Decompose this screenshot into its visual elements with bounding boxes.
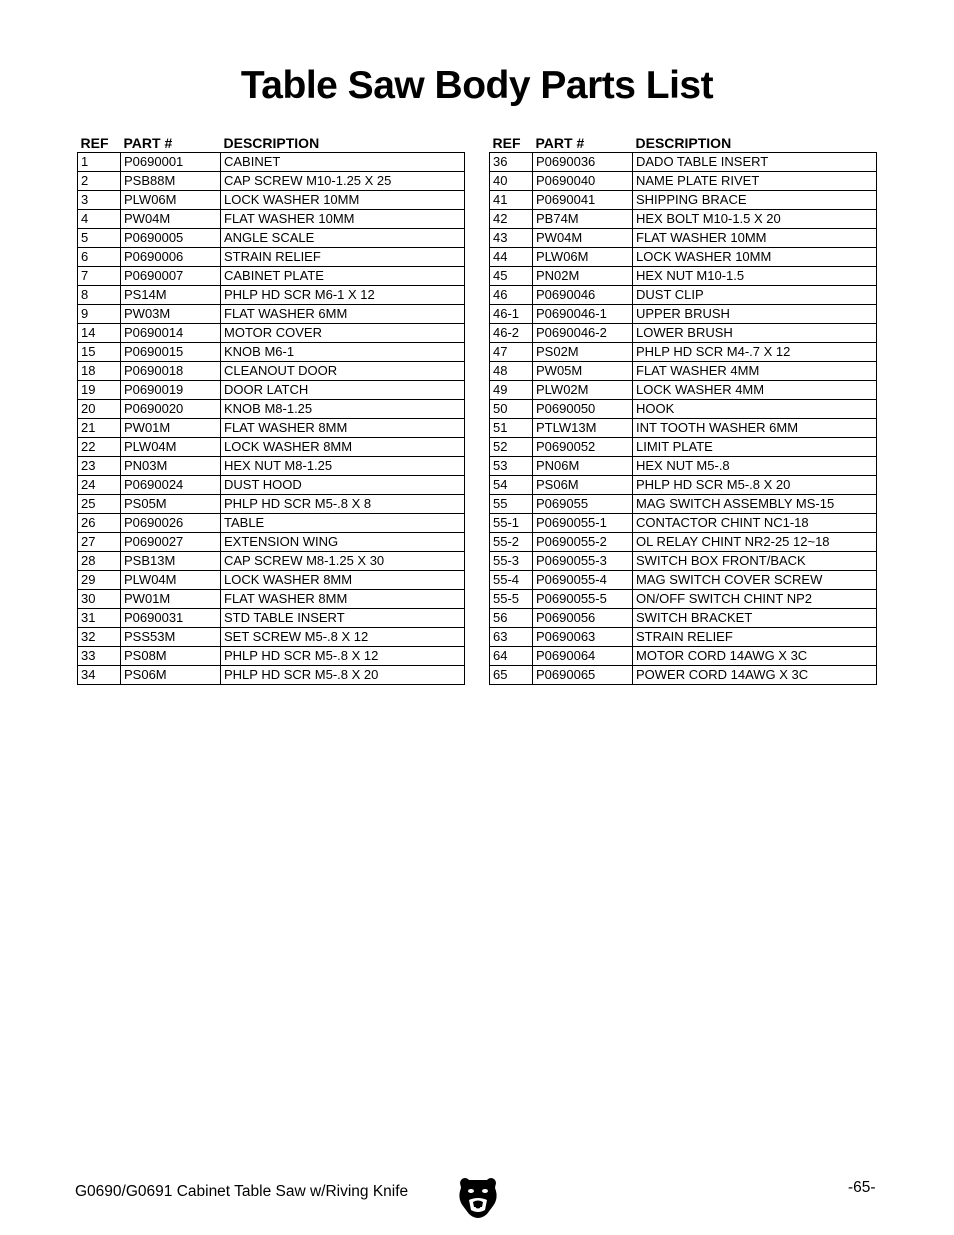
- ref-cell: 22: [78, 438, 121, 457]
- table-row: [490, 153, 877, 172]
- description-cell: SWITCH BRACKET: [633, 609, 877, 628]
- ref-cell: 5: [78, 229, 121, 248]
- description-cell: STRAIN RELIEF: [221, 248, 465, 267]
- description-cell: LOCK WASHER 10MM: [221, 191, 465, 210]
- description-cell: LIMIT PLATE: [633, 438, 877, 457]
- table-row: [78, 419, 465, 438]
- table-row: [490, 495, 877, 514]
- ref-cell: 19: [78, 381, 121, 400]
- description-cell: HEX BOLT M10-1.5 X 20: [633, 210, 877, 229]
- table-row: [78, 552, 465, 571]
- ref-cell: 6: [78, 248, 121, 267]
- part-number-cell: PW01M: [121, 590, 221, 609]
- table-row: [490, 172, 877, 191]
- table-row: [490, 381, 877, 400]
- table-row: [78, 571, 465, 590]
- description-cell: DUST HOOD: [221, 476, 465, 495]
- part-number-cell: P0690055-5: [533, 590, 633, 609]
- ref-cell: 34: [78, 666, 121, 685]
- part-number-cell: PW05M: [533, 362, 633, 381]
- table-row: [78, 533, 465, 552]
- part-number-cell: P0690020: [121, 400, 221, 419]
- part-number-cell: PW01M: [121, 419, 221, 438]
- table-row: [78, 514, 465, 533]
- ref-cell: 27: [78, 533, 121, 552]
- description-cell: LOCK WASHER 4MM: [633, 381, 877, 400]
- table-row: [78, 229, 465, 248]
- part-number-cell: PB74M: [533, 210, 633, 229]
- description-cell: STRAIN RELIEF: [633, 628, 877, 647]
- ref-cell: 45: [490, 267, 533, 286]
- ref-column-header: REF: [492, 135, 521, 151]
- ref-cell: 7: [78, 267, 121, 286]
- description-cell: HEX NUT M8-1.25: [221, 457, 465, 476]
- table-row: [490, 419, 877, 438]
- part-number-cell: PS06M: [533, 476, 633, 495]
- ref-cell: 32: [78, 628, 121, 647]
- part-number-cell: PN03M: [121, 457, 221, 476]
- ref-cell: 33: [78, 647, 121, 666]
- table-row: [78, 400, 465, 419]
- table-row: [78, 305, 465, 324]
- description-cell: MAG SWITCH ASSEMBLY MS-15: [633, 495, 877, 514]
- ref-cell: 36: [490, 153, 533, 172]
- description-cell: LOCK WASHER 8MM: [221, 438, 465, 457]
- ref-cell: 44: [490, 248, 533, 267]
- ref-cell: 55-2: [490, 533, 533, 552]
- table-row: [490, 286, 877, 305]
- part-number-cell: P0690036: [533, 153, 633, 172]
- table-row: [78, 172, 465, 191]
- part-column-header: PART #: [535, 135, 585, 151]
- description-cell: KNOB M6-1: [221, 343, 465, 362]
- table-row: [78, 153, 465, 172]
- table-row: [490, 647, 877, 666]
- page-number: -65-: [848, 1179, 876, 1196]
- table-row: [78, 286, 465, 305]
- description-cell: FLAT WASHER 8MM: [221, 419, 465, 438]
- table-row: [78, 362, 465, 381]
- ref-cell: 30: [78, 590, 121, 609]
- table-row: [490, 666, 877, 685]
- part-number-cell: P0690007: [121, 267, 221, 286]
- part-number-cell: PW04M: [121, 210, 221, 229]
- part-number-cell: PLW04M: [121, 438, 221, 457]
- grizzly-bear-logo-icon: [457, 1174, 499, 1222]
- description-cell: TABLE: [221, 514, 465, 533]
- part-number-cell: P0690064: [533, 647, 633, 666]
- table-row: [78, 343, 465, 362]
- part-number-cell: PTLW13M: [533, 419, 633, 438]
- part-number-cell: P0690046: [533, 286, 633, 305]
- ref-cell: 55-3: [490, 552, 533, 571]
- description-cell: PHLP HD SCR M5-.8 X 20: [221, 666, 465, 685]
- table-row: [490, 267, 877, 286]
- table-row: [78, 438, 465, 457]
- part-number-cell: P0690019: [121, 381, 221, 400]
- parts-table-right: [489, 130, 877, 685]
- description-cell: OL RELAY CHINT NR2-25 12~18: [633, 533, 877, 552]
- description-cell: LOCK WASHER 10MM: [633, 248, 877, 267]
- description-cell: FLAT WASHER 8MM: [221, 590, 465, 609]
- ref-cell: 53: [490, 457, 533, 476]
- table-row: [78, 191, 465, 210]
- footer-model-text: G0690/G0691 Cabinet Table Saw w/Riving Knife: [75, 1183, 409, 1200]
- description-cell: HOOK: [633, 400, 877, 419]
- description-cell: PHLP HD SCR M4-.7 X 12: [633, 343, 877, 362]
- description-cell: UPPER BRUSH: [633, 305, 877, 324]
- ref-column-header: REF: [80, 135, 109, 151]
- description-cell: MOTOR COVER: [221, 324, 465, 343]
- part-number-cell: P0690018: [121, 362, 221, 381]
- part-number-cell: PN02M: [533, 267, 633, 286]
- part-number-cell: PS05M: [121, 495, 221, 514]
- part-number-cell: P0690056: [533, 609, 633, 628]
- description-cell: PHLP HD SCR M5-.8 X 8: [221, 495, 465, 514]
- ref-cell: 29: [78, 571, 121, 590]
- table-row: [78, 210, 465, 229]
- part-number-cell: PSB13M: [121, 552, 221, 571]
- ref-cell: 15: [78, 343, 121, 362]
- ref-cell: 52: [490, 438, 533, 457]
- ref-cell: 31: [78, 609, 121, 628]
- table-row: [78, 666, 465, 685]
- part-number-cell: P0690014: [121, 324, 221, 343]
- description-cell: DOOR LATCH: [221, 381, 465, 400]
- description-cell: FLAT WASHER 10MM: [221, 210, 465, 229]
- ref-cell: 25: [78, 495, 121, 514]
- part-number-cell: PS06M: [121, 666, 221, 685]
- description-cell: HEX NUT M5-.8: [633, 457, 877, 476]
- description-cell: POWER CORD 14AWG X 3C: [633, 666, 877, 685]
- table-row: [490, 476, 877, 495]
- ref-cell: 4: [78, 210, 121, 229]
- table-row: [78, 381, 465, 400]
- description-cell: CABINET: [221, 153, 465, 172]
- ref-cell: 43: [490, 229, 533, 248]
- part-number-cell: P0690055-1: [533, 514, 633, 533]
- part-number-cell: P0690040: [533, 172, 633, 191]
- ref-cell: 56: [490, 609, 533, 628]
- ref-cell: 63: [490, 628, 533, 647]
- parts-table-left: [77, 130, 465, 685]
- table-row: [490, 400, 877, 419]
- table-row: [490, 229, 877, 248]
- description-cell: ON/OFF SWITCH CHINT NP2: [633, 590, 877, 609]
- table-row: [78, 609, 465, 628]
- ref-cell: 9: [78, 305, 121, 324]
- ref-cell: 55-4: [490, 571, 533, 590]
- part-number-cell: PW04M: [533, 229, 633, 248]
- table-row: [490, 324, 877, 343]
- description-cell: FLAT WASHER 10MM: [633, 229, 877, 248]
- ref-cell: 55-1: [490, 514, 533, 533]
- table-header-row: [490, 130, 877, 153]
- part-number-cell: P0690041: [533, 191, 633, 210]
- table-row: [490, 552, 877, 571]
- ref-cell: 41: [490, 191, 533, 210]
- table-row: [78, 590, 465, 609]
- ref-cell: 65: [490, 666, 533, 685]
- ref-cell: 51: [490, 419, 533, 438]
- part-number-cell: PLW06M: [533, 248, 633, 267]
- part-number-cell: P0690050: [533, 400, 633, 419]
- ref-cell: 42: [490, 210, 533, 229]
- description-cell: SET SCREW M5-.8 X 12: [221, 628, 465, 647]
- part-number-cell: PSB88M: [121, 172, 221, 191]
- part-number-cell: P0690024: [121, 476, 221, 495]
- part-number-cell: P0690046-2: [533, 324, 633, 343]
- part-number-cell: PSS53M: [121, 628, 221, 647]
- part-number-cell: PLW02M: [533, 381, 633, 400]
- table-row: [490, 248, 877, 267]
- ref-cell: 8: [78, 286, 121, 305]
- table-row: [490, 438, 877, 457]
- table-row: [78, 495, 465, 514]
- part-number-cell: PS02M: [533, 343, 633, 362]
- description-cell: MAG SWITCH COVER SCREW: [633, 571, 877, 590]
- ref-cell: 24: [78, 476, 121, 495]
- description-cell: NAME PLATE RIVET: [633, 172, 877, 191]
- description-cell: DUST CLIP: [633, 286, 877, 305]
- table-row: [78, 324, 465, 343]
- description-cell: KNOB M8-1.25: [221, 400, 465, 419]
- ref-cell: 46-1: [490, 305, 533, 324]
- part-number-cell: P0690055-4: [533, 571, 633, 590]
- ref-cell: 64: [490, 647, 533, 666]
- ref-cell: 55: [490, 495, 533, 514]
- description-cell: HEX NUT M10-1.5: [633, 267, 877, 286]
- ref-cell: 26: [78, 514, 121, 533]
- table-row: [490, 628, 877, 647]
- description-cell: CONTACTOR CHINT NC1-18: [633, 514, 877, 533]
- part-number-cell: PS08M: [121, 647, 221, 666]
- part-number-cell: PS14M: [121, 286, 221, 305]
- part-number-cell: P069055: [533, 495, 633, 514]
- part-number-cell: P0690031: [121, 609, 221, 628]
- part-number-cell: P0690001: [121, 153, 221, 172]
- description-cell: FLAT WASHER 4MM: [633, 362, 877, 381]
- part-number-cell: P0690063: [533, 628, 633, 647]
- ref-cell: 3: [78, 191, 121, 210]
- part-number-cell: P0690055-2: [533, 533, 633, 552]
- table-row: [490, 514, 877, 533]
- table-row: [490, 305, 877, 324]
- ref-cell: 54: [490, 476, 533, 495]
- table-row: [490, 457, 877, 476]
- description-cell: PHLP HD SCR M6-1 X 12: [221, 286, 465, 305]
- description-column-header: DESCRIPTION: [223, 135, 320, 151]
- description-cell: ANGLE SCALE: [221, 229, 465, 248]
- table-row: [78, 628, 465, 647]
- part-number-cell: P0690027: [121, 533, 221, 552]
- ref-cell: 40: [490, 172, 533, 191]
- description-cell: SWITCH BOX FRONT/BACK: [633, 552, 877, 571]
- table-row: [490, 533, 877, 552]
- part-number-cell: P0690026: [121, 514, 221, 533]
- ref-cell: 48: [490, 362, 533, 381]
- part-number-cell: PLW04M: [121, 571, 221, 590]
- description-cell: PHLP HD SCR M5-.8 X 20: [633, 476, 877, 495]
- page-title: Table Saw Body Parts List: [240, 64, 714, 107]
- description-cell: CABINET PLATE: [221, 267, 465, 286]
- part-number-cell: PW03M: [121, 305, 221, 324]
- part-number-cell: P0690006: [121, 248, 221, 267]
- description-cell: LOWER BRUSH: [633, 324, 877, 343]
- table-row: [490, 609, 877, 628]
- part-number-cell: PLW06M: [121, 191, 221, 210]
- description-cell: PHLP HD SCR M5-.8 X 12: [221, 647, 465, 666]
- ref-cell: 49: [490, 381, 533, 400]
- description-cell: CAP SCREW M10-1.25 X 25: [221, 172, 465, 191]
- description-cell: CAP SCREW M8-1.25 X 30: [221, 552, 465, 571]
- ref-cell: 47: [490, 343, 533, 362]
- table-row: [490, 590, 877, 609]
- part-number-cell: P0690015: [121, 343, 221, 362]
- part-number-cell: P0690055-3: [533, 552, 633, 571]
- ref-cell: 1: [78, 153, 121, 172]
- part-number-cell: PN06M: [533, 457, 633, 476]
- description-cell: INT TOOTH WASHER 6MM: [633, 419, 877, 438]
- table-row: [78, 647, 465, 666]
- description-cell: DADO TABLE INSERT: [633, 153, 877, 172]
- ref-cell: 23: [78, 457, 121, 476]
- table-row: [490, 571, 877, 590]
- table-row: [78, 248, 465, 267]
- ref-cell: 50: [490, 400, 533, 419]
- description-cell: CLEANOUT DOOR: [221, 362, 465, 381]
- part-number-cell: P0690046-1: [533, 305, 633, 324]
- ref-cell: 18: [78, 362, 121, 381]
- part-number-cell: P0690065: [533, 666, 633, 685]
- table-row: [78, 476, 465, 495]
- ref-cell: 46: [490, 286, 533, 305]
- table-row: [78, 457, 465, 476]
- table-row: [490, 343, 877, 362]
- ref-cell: 55-5: [490, 590, 533, 609]
- description-column-header: DESCRIPTION: [635, 135, 732, 151]
- ref-cell: 20: [78, 400, 121, 419]
- table-row: [490, 362, 877, 381]
- table-row: [490, 191, 877, 210]
- table-header-row: [78, 130, 465, 153]
- ref-cell: 28: [78, 552, 121, 571]
- description-cell: STD TABLE INSERT: [221, 609, 465, 628]
- part-number-cell: P0690005: [121, 229, 221, 248]
- table-row: [490, 210, 877, 229]
- ref-cell: 21: [78, 419, 121, 438]
- ref-cell: 2: [78, 172, 121, 191]
- table-row: [78, 267, 465, 286]
- ref-cell: 46-2: [490, 324, 533, 343]
- description-cell: EXTENSION WING: [221, 533, 465, 552]
- description-cell: SHIPPING BRACE: [633, 191, 877, 210]
- description-cell: MOTOR CORD 14AWG X 3C: [633, 647, 877, 666]
- description-cell: LOCK WASHER 8MM: [221, 571, 465, 590]
- part-column-header: PART #: [123, 135, 173, 151]
- description-cell: FLAT WASHER 6MM: [221, 305, 465, 324]
- part-number-cell: P0690052: [533, 438, 633, 457]
- ref-cell: 14: [78, 324, 121, 343]
